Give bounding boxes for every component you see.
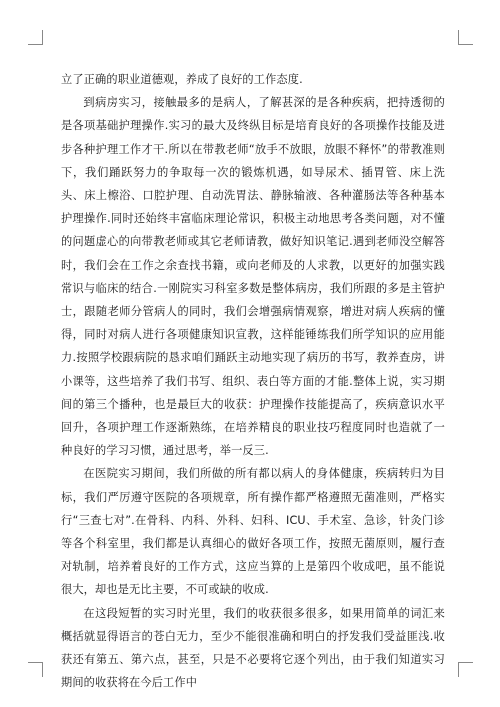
paragraph-1: 立了正确的职业道德观，养成了良好的工作态度.: [61, 73, 303, 86]
paragraph-4: 在这段短暂的实习时光里，我们的收获很多很多，如果用简单的词汇来概括就显得语言的苍白无力，至少不能很准确和明白的抒发我们受益匪浅.收获还有第五、第六点，甚至，只是不必要将它逐个列出，由于我们知道实习期间的收获将在今后工作中: [61, 606, 445, 690]
crop-mark-bottom-right: [458, 662, 473, 677]
paragraph-2: 到病房实习，接触最多的是病人，了解甚深的是各种疾病，把持透彻的是各项基础护理操作.实习的最大及终纵目标是培育良好的各项操作技能及进步各种护理工作才干.所以在带教老师“放手不放眼，放眼不释怀”的带教准则下，我们踊跃努力的争取每一次的锻炼机遇，如导尿术、插胃管、床上洗头、床上檫浴、口腔护理、自动洗胃法、静脉输液、各种灌肠法等各种基本护理操作.同时还始终丰富临床理论常识，积极主动地思考各类问题，对不懂的问题虚心的向带教老师或其它老师请教，做好知识笔记.遇到老师没空解答时，我们会在工作之余查找书籍，或向老师及的人求教，以更好的加强实践常识与临床的结合.一刚院实习科室多数是整体病房，我们所跟的多是主管护士，跟随老师分管病人的同时，我们会增强病情观察，增进对病人疾病的懂得，同时对病人进行各项健康知识宣教，这样能锤练我们所学知识的应用能力.按照学校跟病院的恳求咱们踊跃主动地实现了病历的书写，教养查房，讲小课等，这些培养了我们书写、组织、表白等方面的才能.整体上说，实习期间的第三个播种，也是最巨大的收获：护理操作技能提高了，疾病意识水平回升，各项护理工作逐渐熟练，在培养精良的职业技巧程度同时也造就了一种良好的学习习惯，通过思考，举一反三.: [61, 96, 445, 458]
crop-mark-top-right: [458, 30, 473, 45]
document-body: [61, 68, 445, 694]
crop-mark-bottom-left: [28, 662, 43, 677]
crop-mark-top-left: [28, 30, 43, 45]
paragraph-3: 在医院实习期间，我们所做的所有都以病人的身体健康，疾病转归为目标，我们严厉遵守医院的各项规章，所有操作都严格遵照无菌准则，严格实行“三查七对”.在骨科、内科、外科、妇科、ICU、手术室、急诊，针灸门诊等各个科室里，我们都是认真细心的做好各项工作，按照无菌原则，履行查对轨制，培养着良好的工作方式，这应当算的上是第四个收成吧，虽不能说很大，却也是无比主要，不可或缺的收成.: [61, 467, 445, 597]
